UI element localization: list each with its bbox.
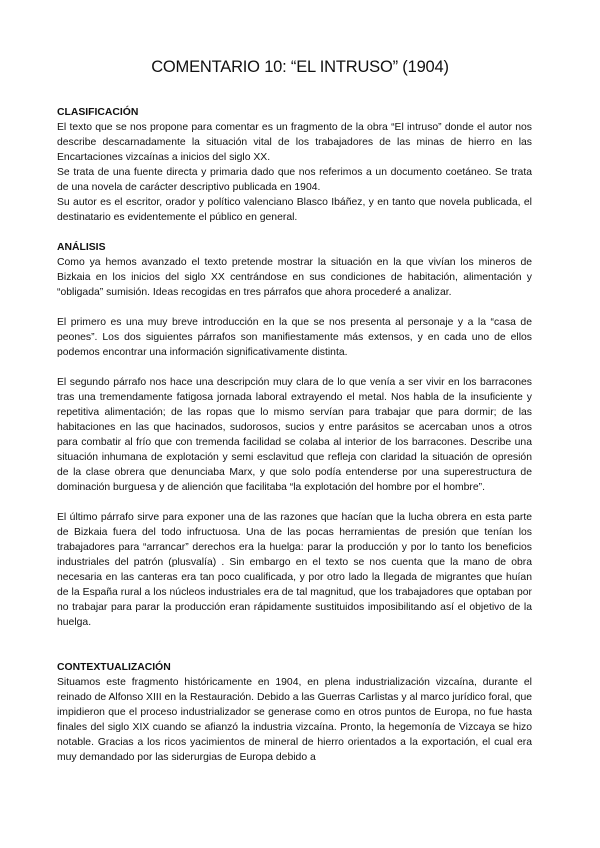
section-clasificacion bbox=[57, 105, 532, 225]
paragraph: Situamos este fragmento históricamente en 1904, en plena industrialización vizcaína, durante el reinado de Alfonso XIII en la Restauración. Debido a las Guerras Carlistas y al marco jurídico foral, que impidieron que el proceso industrializador se generase como en otros puntos de Europa, no fue hasta finales del siglo XIX cuando se afianzó la industria vizcaína. Pronto, la hegemonía de Vizcaya se hizo notable. Gracias a los ricos yacimientos de mineral de hierro orientados a la exportación, el cual era muy demandado por las siderurgias de Europa debido a bbox=[57, 677, 532, 763]
spacer bbox=[57, 495, 532, 510]
spacer bbox=[57, 360, 532, 375]
section-heading: CLASIFICACIÓN bbox=[57, 107, 139, 118]
paragraph: El texto que se nos propone para comentar es un fragmento de la obra “El intruso” donde el autor nos describe descarnadamente la situación vital de los trabajadores de las minas de hierro en las Encartaciones vizcaínas a inicios del siglo XX. bbox=[57, 122, 532, 163]
paragraph: Como ya hemos avanzado el texto pretende mostrar la situación en la que vivían los mineros de Bizkaia en los inicios del siglo XX centrándose en sus condiciones de habitación, alimentación y “obligada” sumisión. Ideas recogidas en tres párrafos que ahora procederé a analizar. bbox=[57, 257, 532, 298]
spacer bbox=[57, 630, 532, 660]
spacer bbox=[57, 225, 532, 240]
paragraph: Se trata de una fuente directa y primaria dado que nos referimos a un documento coetáneo. Se trata de una novela de carácter descriptivo publicada en 1904. bbox=[57, 167, 532, 193]
section-analisis bbox=[57, 240, 532, 630]
section-heading: ANÁLISIS bbox=[57, 242, 106, 253]
section-heading: CONTEXTUALIZACIÓN bbox=[57, 662, 171, 673]
document-title: COMENTARIO 10: “EL INTRUSO” (1904) bbox=[151, 58, 449, 76]
paragraph: El segundo párrafo nos hace una descripción muy clara de lo que venía a ser vivir en los barracones tras una tremendamente fatigosa jornada laboral extrayendo el metal. Nos habla de la insuficiente y repetitiva alimentación; de las ropas que lo mismo servían para trabajar que para dormir; de las habitaciones en las que hacinados, sudorosos, sucios y entre parásitos se acercaban unos a otros para combatir al frío que con tremenda facilidad se colaba al interior de los barracones. Describe una situación inhumana de explotación y semi esclavitud que refleja con claridad la situación de opresión de la clase obrera que denunciaba Marx, y que solo podía entenderse por una superestructura de dominación burguesa y de aliención que facilitaba “la explotación del hombre por el hombre”. bbox=[57, 377, 532, 493]
spacer bbox=[57, 300, 532, 315]
section-contextualizacion bbox=[57, 660, 532, 765]
paragraph: Su autor es el escritor, orador y político valenciano Blasco Ibáñez, y en tanto que novela publicada, el destinatario es evidentemente el público en general. bbox=[57, 197, 532, 223]
paragraph: El primero es una muy breve introducción en la que se nos presenta al personaje y a la “casa de peones”. Los dos siguientes párrafos son manifiestamente más extensos, y en cada uno de ellos podemos encontrar una información significativamente distinta. bbox=[57, 317, 532, 358]
document-body bbox=[57, 105, 532, 765]
paragraph: El último párrafo sirve para exponer una de las razones que hacían que la lucha obrera en esta parte de Bizkaia fuera del todo infructuosa. Una de las pocas herramientas de presión que tenían los trabajadores para “arrancar” derechos era la huelga: parar la producción y por lo tanto los beneficios industriales del patrón (plusvalía) . Sin embargo en el texto se nos cuenta que la mano de obra necesaria en las canteras era tan poco cualificada, y por otro lado la llegada de migrantes que huían de la España rural a los núcleos industriales era de tal magnitud, que los trabajadores que optaban por no trabajar para parar la producción eran rápidamente sustituidos imposibilitando así el objetivo de la huelga. bbox=[57, 512, 532, 628]
